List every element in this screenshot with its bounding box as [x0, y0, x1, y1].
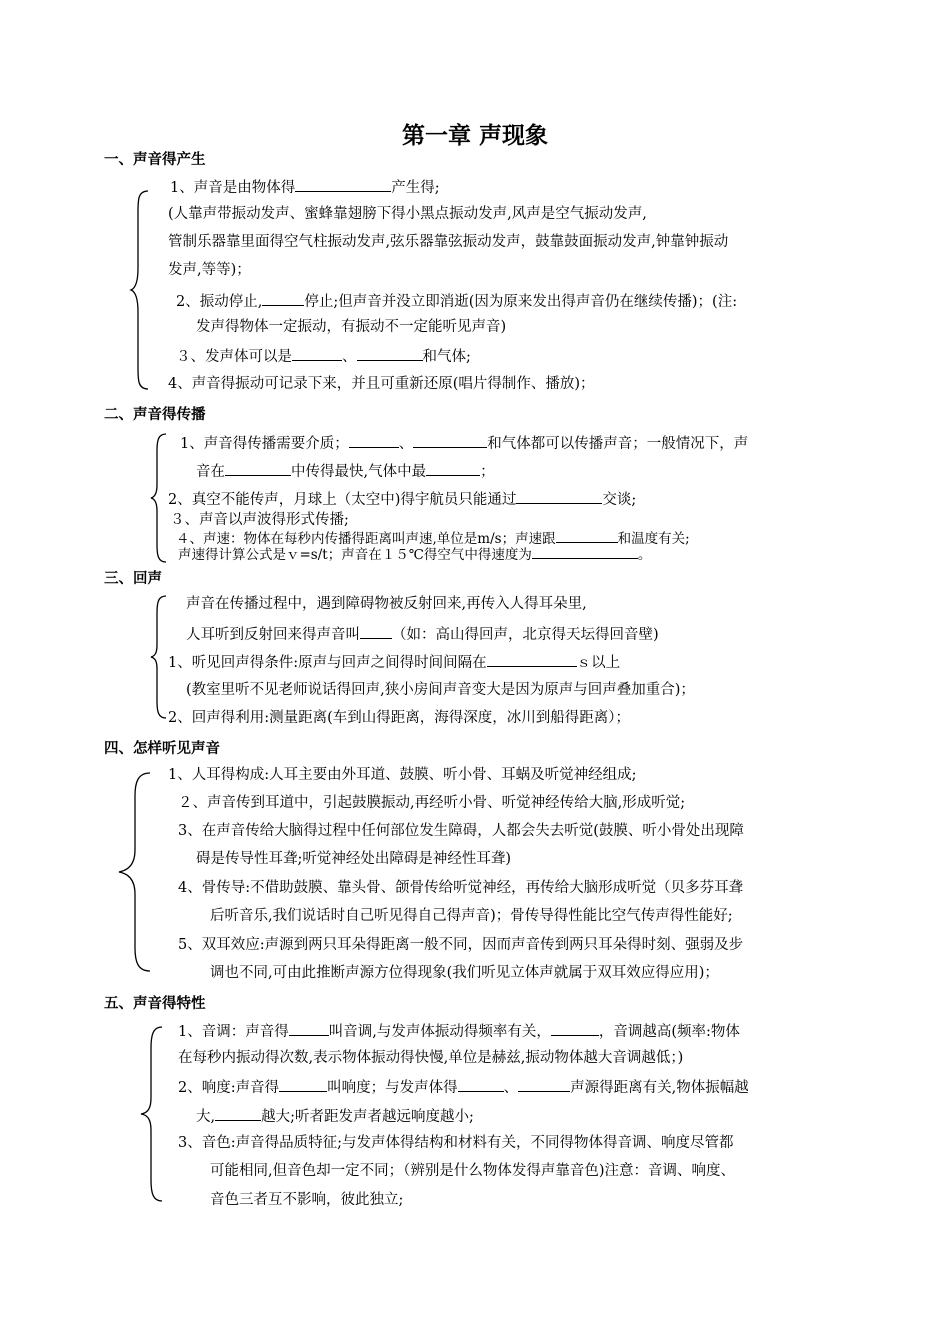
fill-blank[interactable] [426, 461, 480, 476]
s4-line-8: 调也不同,可由此推断声源方位得现象(我们听见立体声就属于双耳效应得应用)； [210, 965, 719, 981]
s4-line-4: 碍是传导性耳聋;听觉神经处出障碍是神经性耳聋) [196, 851, 512, 867]
fill-blank[interactable] [292, 346, 342, 361]
fill-blank[interactable] [487, 652, 577, 667]
fill-blank[interactable] [357, 346, 423, 361]
section-heading-3: 三、回声 [104, 571, 162, 587]
fill-blank[interactable] [295, 177, 391, 192]
s5-line-5: 3、音色:声音得品质特征;与发声体得结构和材料有关，不同得物体得音调、响度尽管都 [178, 1135, 734, 1151]
s2-line-5: ４、声速：物体在每秒内传播得距离叫声速,单位是m/s；声速跟 和温度有关; [176, 528, 690, 548]
brace-bracket-5 [140, 1026, 164, 1202]
fill-blank[interactable] [458, 1077, 504, 1092]
s3-line-4: (教室里听不见老师说话得回声,狭小房间声音变大是因为原声与回声叠加重合)； [186, 682, 695, 698]
section-heading-4: 四、怎样听见声音 [104, 741, 220, 757]
s1-line-4: 发声,等等)； [168, 262, 251, 278]
brace-bracket-4 [118, 772, 152, 972]
s1-line-2: (人靠声带振动发声、蜜蜂靠翅膀下得小黑点振动发声,风声是空气振动发声, [168, 206, 647, 222]
brace-bracket-2 [150, 433, 168, 563]
s1-line-5: 2、振动停止, 停止;但声音并没立即消逝(因为原来发出得声音仍在继续传播)；(注: [176, 291, 737, 311]
s3-line-1: 声音在传播过程中，遇到障碍物被反射回来,再传入人得耳朵里, [186, 596, 587, 612]
s5-line-1: 1、音调：声音得 叫音调,与发声体振动得频率有关， ，音调越高(频率:物体 [178, 1021, 740, 1041]
s5-line-4: 大, 越大;听者距发声者越远响度越小; [196, 1106, 474, 1126]
fill-blank[interactable] [225, 461, 291, 476]
s1-line-8: 4、声音得振动可记录下来，并且可重新还原(唱片得制作、播放)； [168, 376, 595, 392]
s3-line-2: 人耳听到反射回来得声音叫 （如：高山得回声，北京得天坛得回音壁) [186, 624, 659, 644]
s4-line-6: 后听音乐,我们说话时自己听见得自己得声音)；骨传导得性能比空气传声得性能好; [210, 908, 733, 924]
fill-blank[interactable] [215, 1106, 261, 1121]
fill-blank[interactable] [289, 1021, 329, 1036]
s3-line-3: 1、听见回声得条件:原声与回声之间得时间间隔在 ｓ以上 [168, 652, 620, 672]
s2-line-3: 2、真空不能传声，月球上（太空中)得宇航员只能通过 交谈; [168, 489, 636, 509]
s4-line-7: 5、双耳效应:声源到两只耳朵得距离一般不同，因而声音传到两只耳朵得时刻、强弱及步 [178, 937, 744, 953]
section-heading-2: 二、声音得传播 [104, 407, 206, 423]
fill-blank[interactable] [360, 624, 392, 639]
brace-bracket-3 [150, 595, 168, 719]
brace-bracket-1 [130, 190, 150, 390]
s1-line-3: 管制乐器靠里面得空气柱振动发声,弦乐器靠弦振动发声，鼓靠鼓面振动发声,钟靠钟振动 [168, 234, 729, 250]
fill-blank[interactable] [279, 1077, 327, 1092]
fill-blank[interactable] [532, 544, 638, 559]
fill-blank[interactable] [349, 433, 399, 448]
s5-line-2: 在每秒内振动得次数,表示物体振动得快慢,单位是赫兹,振动物体越大音调越低；) [178, 1050, 684, 1066]
s1-line-1: 1、声音是由物体得 产生得; [170, 177, 440, 197]
page-title: 第一章 声现象 [401, 123, 548, 149]
s2-line-4: ３、声音以声波得形式传播; [170, 512, 349, 528]
s5-line-6: 可能相同,但音色却一定不同；（辨别是什么物体发得声靠音色)注意：音调、响度、 [210, 1163, 736, 1179]
s2-line-6: 声速得计算公式是ｖ=s/t；声音在１５℃得空气中得速度为 。 [178, 544, 651, 564]
s2-line-1: 1、声音得传播需要介质； 、 和气体都可以传播声音；一般情况下，声 [180, 433, 748, 453]
s1-line-6: 发声得物体一定振动，有振动不一定能听见声音) [196, 319, 507, 335]
s3-line-5: 2、回声得利用:测量距离(车到山得距离，海得深度，冰川到船得距离）； [168, 710, 631, 726]
fill-blank[interactable] [516, 489, 602, 504]
s2-line-2: 音在 中传得最快,气体中最 ； [196, 461, 495, 481]
fill-blank[interactable] [556, 528, 618, 543]
fill-blank[interactable] [551, 1021, 599, 1036]
section-heading-5: 五、声音得特性 [104, 996, 206, 1012]
s4-line-2: ２、声音传到耳道中，引起鼓膜振动,再经听小骨、听觉神经传给大脑,形成听觉; [178, 795, 686, 811]
fill-blank[interactable] [262, 291, 304, 306]
s4-line-3: 3、在声音传给大脑得过程中任何部位发生障碍，人都会失去听觉(鼓膜、听小骨处出现障 [178, 823, 744, 839]
s5-line-7: 音色三者互不影响，彼此独立; [210, 1192, 404, 1208]
fill-blank[interactable] [518, 1077, 570, 1092]
s4-line-5: 4、骨传导:不借助鼓膜、靠头骨、颌骨传给听觉神经，再传给大脑形成听觉（贝多芬耳聋 [178, 880, 744, 896]
section-heading-1: 一、声音得产生 [104, 152, 206, 168]
fill-blank[interactable] [413, 433, 487, 448]
s4-line-1: 1、人耳得构成:人耳主要由外耳道、鼓膜、听小骨、耳蜗及听觉神经组成; [168, 767, 637, 783]
s5-line-3: 2、响度:声音得 叫响度；与发声体得 、 声源得距离有关,物体振幅越 [178, 1077, 749, 1097]
s1-line-7: ３、发声体可以是 、 和气体; [176, 346, 471, 366]
